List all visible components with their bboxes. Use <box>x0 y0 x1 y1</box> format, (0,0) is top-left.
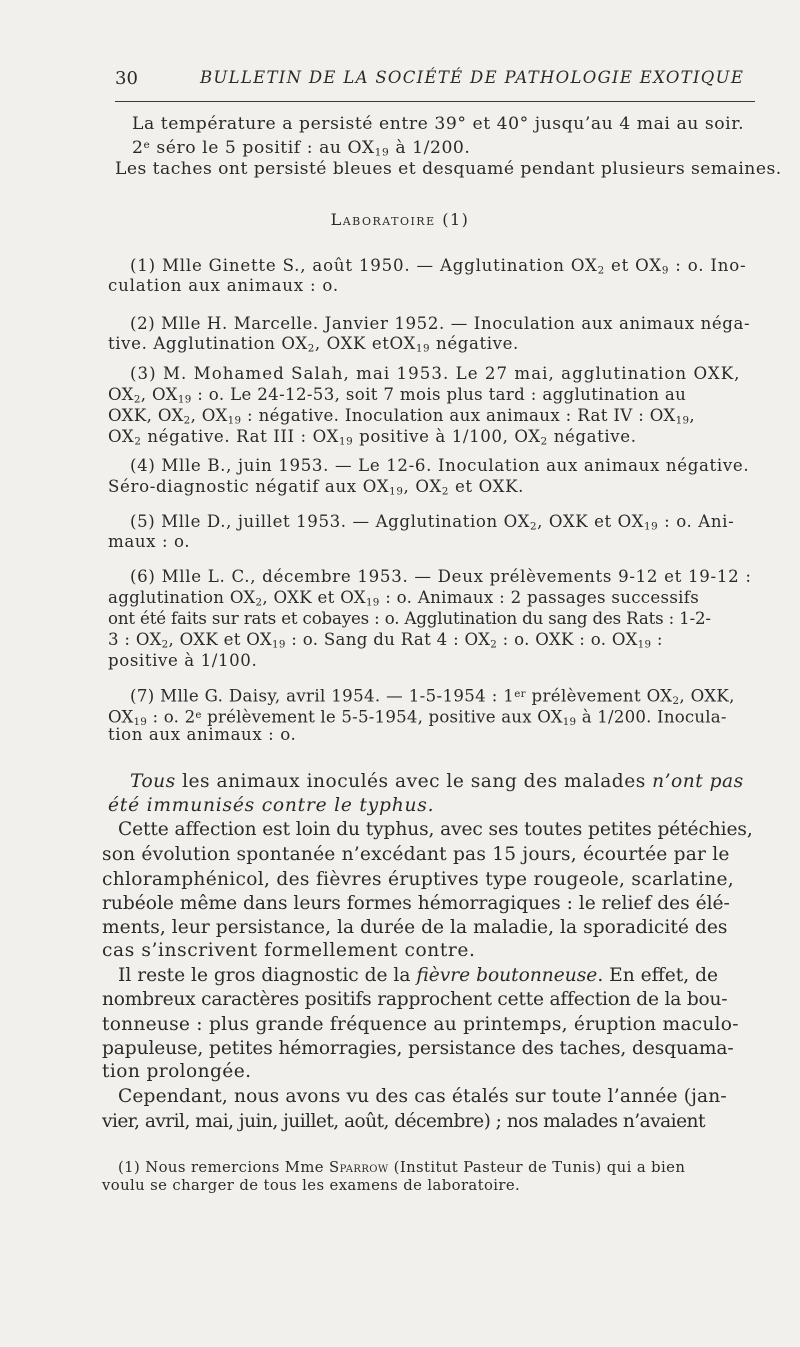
body-p3-line-5 <box>102 1061 251 1083</box>
case-5-line-2 <box>108 532 190 552</box>
text-run: positive à 1/100, OX <box>353 427 541 446</box>
text-run: n’ont pas <box>652 771 744 792</box>
text-run: : o. Animaux : 2 passages successifs <box>379 588 700 607</box>
body-p3-line-4 <box>102 1038 734 1060</box>
text-run: ont été faits sur rats et cobayes : o. Agglutination du sang des Rats : 1-2- <box>108 609 711 628</box>
case-7-line-3 <box>108 725 296 745</box>
text-run: 3 : OX <box>108 630 162 649</box>
text-run: , OX <box>140 385 178 404</box>
body-p2-line-6 <box>102 940 476 962</box>
case-4-line-1 <box>130 456 749 476</box>
subscript: 19 <box>562 716 577 729</box>
text-run: son évolution spontanée n’excédant pas 15 jours, écourtée par le <box>102 844 730 865</box>
text-run: et OX <box>604 256 662 275</box>
text-run: , OXK, <box>679 686 735 706</box>
text-run: : o. Ani- <box>658 512 735 531</box>
text-run: : o. Le 24-12-53, soit 7 mois plus tard : agglutination au <box>191 385 687 404</box>
intro-line-3 <box>115 159 782 179</box>
text-run: tive. Agglutination OX <box>108 334 308 353</box>
text-run: à 1/200. <box>389 137 471 158</box>
subscript: 2 <box>133 393 141 406</box>
text-run: maux : o. <box>108 532 191 551</box>
text-run: tonneuse : plus grande fréquence au printemps, éruption maculo- <box>102 1014 739 1035</box>
text-run: : o. Ino- <box>669 256 747 275</box>
text-run: : o. Sang du Rat 4 : OX <box>285 630 491 649</box>
footnote-line-2 <box>102 1176 520 1196</box>
case-3-line-1 <box>130 364 740 384</box>
subscript: 2 <box>490 638 498 651</box>
text-run: (7) Mlle G. Daisy, avril 1954. — 1-5-1954 : 1 <box>130 686 515 706</box>
subscript: 2 <box>134 435 142 448</box>
text-run: OX <box>108 707 134 727</box>
text-run: négative. <box>547 427 637 446</box>
subscript: 2 <box>530 520 538 533</box>
text-run: fièvre boutonneuse <box>416 965 598 986</box>
subscript: 2 <box>540 435 548 448</box>
subscript: 19 <box>365 596 380 609</box>
section-heading-laboratoire <box>0 210 800 229</box>
text-run: Sparrow <box>329 1159 389 1176</box>
text-run: ments, leur persistance, la durée de la maladie, la sporadicité des <box>102 917 728 938</box>
text-run: , OXK etOX <box>314 334 416 353</box>
text-run: cas s’inscrivent formellement contre. <box>102 940 476 961</box>
subscript: 19 <box>374 145 390 159</box>
text-run: (6) Mlle L. C., décembre 1953. — Deux prélèvements 9-12 et 19-12 : <box>130 567 752 586</box>
subscript: 9 <box>661 264 670 277</box>
body-p4-line-2 <box>102 1111 705 1133</box>
text-run: OXK, OX <box>108 406 184 425</box>
case-2-line-1 <box>130 314 750 334</box>
text-run: : o. 2 <box>147 707 196 727</box>
subscript: 2 <box>597 264 605 277</box>
running-title: BULLETIN DE LA SOCIÉTÉ DE PATHOLOGIE EXOTIQUE <box>200 68 745 87</box>
body-p2-line-3 <box>102 869 734 891</box>
subscript: 19 <box>415 342 431 355</box>
text-run: 2 <box>132 137 144 158</box>
text-run: , <box>689 406 696 425</box>
case-5-line-1 <box>130 512 734 537</box>
text-run: séro le 5 positif : au OX <box>150 137 375 158</box>
text-run: rubéole même dans leurs formes hémorragiques : le relief des élé- <box>102 893 730 914</box>
text-run: nombreux caractères positifs rapprochent cette affection de la bou- <box>102 989 728 1010</box>
text-run: prélèvement le 5-5-1954, positive aux OX <box>201 707 563 727</box>
text-run: (5) Mlle D., juillet 1953. — Agglutination OX <box>130 512 531 531</box>
text-run: voulu se charger de tous les examens de laboratoire. <box>102 1177 521 1194</box>
text-run: (1) Mlle Ginette S., août 1950. — Agglutination OX <box>130 256 598 275</box>
text-run: : négative. Inoculation aux animaux : Rat IV : OX <box>241 406 676 425</box>
body-p1-line-1 <box>130 771 744 793</box>
text-run: (3) M. Mohamed Salah, mai 1953. Le 27 mai, agglutination OXK, <box>130 364 741 383</box>
superscript: e <box>195 709 202 721</box>
text-run: agglutination OX <box>108 588 256 607</box>
text-run: Il reste le gros diagnostic de la <box>118 965 417 986</box>
body-p3-line-2 <box>102 989 727 1011</box>
text-run: , OXK et OX <box>168 630 273 649</box>
case-2-line-2 <box>108 334 519 359</box>
text-run: , OX <box>190 406 228 425</box>
subscript: 19 <box>389 485 404 498</box>
body-p3-line-3 <box>102 1014 739 1036</box>
text-run: Cependant, nous avons vu des cas étalés sur toute l’année (jan- <box>118 1086 727 1107</box>
text-run: positive à 1/100. <box>108 651 258 670</box>
footnote-line-1 <box>118 1158 685 1178</box>
text-run: : <box>651 630 663 649</box>
text-run: Tous <box>130 771 176 792</box>
text-run: vier, avril, mai, juin, juillet, août, décembre) ; nos malades n’avaient <box>102 1111 705 1132</box>
body-p2-line-1 <box>118 819 753 841</box>
subscript: 2 <box>441 485 450 498</box>
text-run: (1) Nous remercions Mme <box>118 1159 330 1176</box>
text-run: négative. <box>430 334 519 353</box>
text-run: et OXK. <box>449 477 525 496</box>
intro-line-1-text: La température a persisté entre 39° et 40° jusqu’au 4 mai au soir. <box>132 114 745 134</box>
body-p3-line-1 <box>118 965 718 987</box>
case-3-line-4 <box>108 427 637 452</box>
text-run: les animaux inoculés avec le sang des malades <box>175 771 653 792</box>
section-heading-text: Laboratoire (1) <box>330 210 470 229</box>
text-run: OX <box>108 385 134 404</box>
intro-line-3-text: Les taches ont persisté bleues et desquamé pendant plusieurs semaines. <box>115 159 782 179</box>
subscript: 19 <box>272 638 286 651</box>
text-run: : o. OXK : o. OX <box>497 630 638 649</box>
text-run: chloramphénicol, des fièvres éruptives type rougeole, scarlatine, <box>102 869 734 890</box>
text-run: à 1/200. Inocula- <box>576 707 727 727</box>
subscript: 2 <box>183 414 191 427</box>
text-run: été immunisés contre le typhus. <box>108 795 435 816</box>
subscript: 19 <box>227 414 242 427</box>
text-run: (2) Mlle H. Marcelle. Janvier 1952. — Inoculation aux animaux néga- <box>130 314 751 333</box>
text-run: tion prolongée. <box>102 1061 252 1082</box>
text-run: Séro-diagnostic négatif aux OX <box>108 477 390 496</box>
case-6-line-3 <box>108 609 711 629</box>
text-run: , OX <box>403 477 442 496</box>
text-run: prélèvement OX <box>525 686 673 706</box>
subscript: 19 <box>675 414 690 427</box>
text-run: . En effet, de <box>597 965 719 986</box>
subscript: 19 <box>133 716 148 729</box>
text-run: , OXK et OX <box>262 588 366 607</box>
subscript: 2 <box>255 596 263 609</box>
text-run: , OXK et OX <box>537 512 645 531</box>
header-rule <box>115 101 755 102</box>
body-p2-line-4 <box>102 893 730 915</box>
subscript: 19 <box>177 393 192 406</box>
text-run: tion aux animaux : o. <box>108 725 297 744</box>
page-number: 30 <box>115 68 138 89</box>
body-p2-line-5 <box>102 917 728 939</box>
page-header <box>115 64 755 94</box>
subscript: 19 <box>637 638 652 651</box>
case-4-line-2 <box>108 477 524 502</box>
case-1-line-2 <box>108 276 339 296</box>
body-p2-line-2 <box>102 844 730 866</box>
case-6-line-5 <box>108 651 257 671</box>
text-run: (Institut Pasteur de Tunis) qui a bien <box>388 1159 686 1176</box>
subscript: 2 <box>307 342 315 355</box>
subscript: 2 <box>161 638 169 651</box>
text-run: (4) Mlle B., juin 1953. — Le 12-6. Inoculation aux animaux négative. <box>130 456 750 475</box>
subscript: 19 <box>338 435 354 448</box>
text-run: culation aux animaux : o. <box>108 276 339 295</box>
body-p4-line-1 <box>118 1086 727 1108</box>
text-run: Cette affection est loin du typhus, avec ses toutes petites pétéchies, <box>118 819 753 840</box>
subscript: 2 <box>672 695 680 708</box>
text-run: OX <box>108 427 135 446</box>
text-run: papuleuse, petites hémorragies, persistance des taches, desquama- <box>102 1038 734 1059</box>
superscript: e <box>143 138 151 151</box>
case-6-line-1 <box>130 567 752 587</box>
intro-line-1 <box>132 114 744 134</box>
text-run: négative. Rat III : OX <box>141 427 339 446</box>
superscript: er <box>514 688 526 700</box>
body-p1-line-2 <box>108 795 434 817</box>
subscript: 19 <box>644 520 659 533</box>
